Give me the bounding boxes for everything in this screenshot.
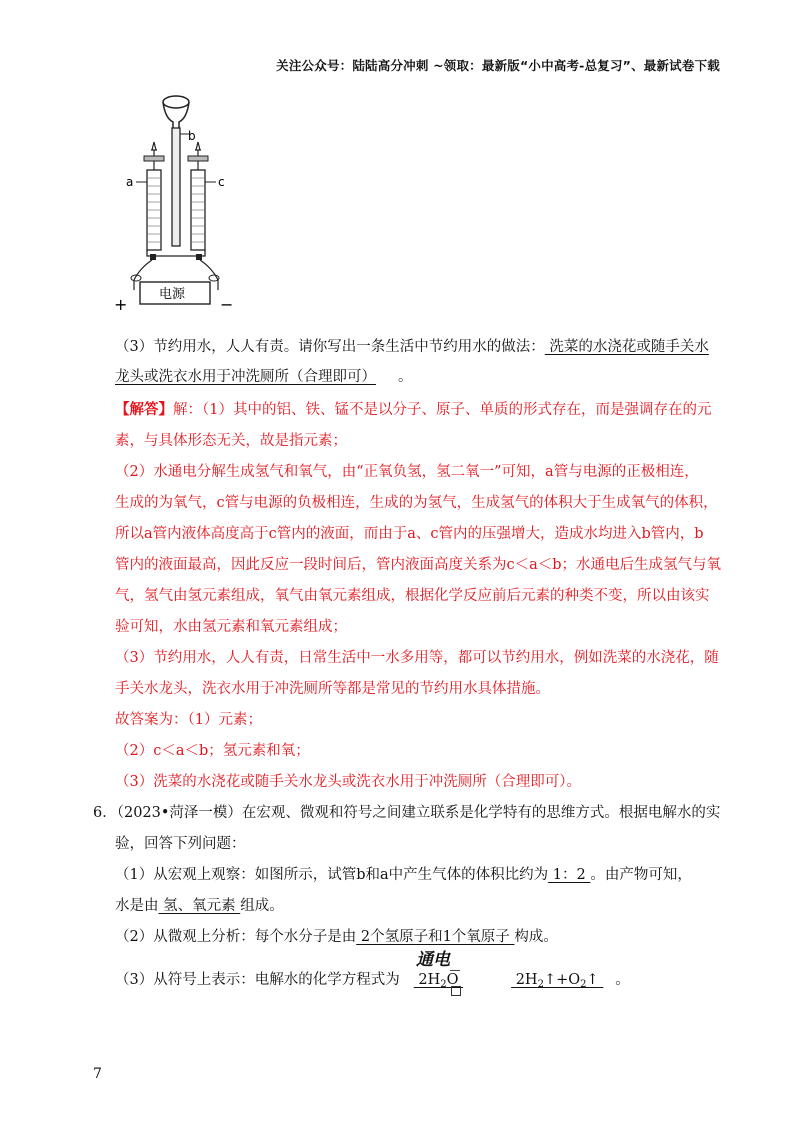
q6-part1-line1: （1）从宏观上观察：如图所示，试管b和a中产生气体的体积比约为 1：2 。由产物可知， xyxy=(115,867,692,883)
solution-line-4: 生成的为氧气，c管与电源的负极相连，生成的为氢气，生成氢气的体积大于生成氧气的体积， xyxy=(115,495,718,511)
q6-part1-line2: 水是由 氢、氧元素 组成。 xyxy=(115,898,284,914)
funnel-bulb xyxy=(163,96,189,108)
q6-stem-line2: 验，回答下列问题： xyxy=(115,836,246,852)
solution-line-3: （2）水通电分解生成氢气和氧气，由“正氧负氢，氢二氧一”可知，a管与电源的正极相连， xyxy=(115,464,699,480)
page-header: 关注公众号：陆陆高分冲刺 ~领取：最新版“小中高考-总复习”、最新试卷下载 xyxy=(276,58,720,73)
answer-summary-2: （2）c＜a＜b；氢元素和氧； xyxy=(115,743,310,759)
solution-line-5: 所以a管内液体高度高于c管内的液面，而由于a、c管内的压强增大，造成水均进入b管内，b xyxy=(115,526,704,542)
answer-summary-title: 故答案为：（1）元素； xyxy=(115,712,262,728)
q6-part2-line: （2）从微观上分析：每个水分子是由 2个氢原子和1个氧原子 构成。 xyxy=(115,929,558,945)
q6-part3-line: （3）从符号上表示：电解水的化学方程式为 $2H_2O$ $2H_2↑+O_2↑$ 。 xyxy=(115,972,630,990)
label-a: a xyxy=(126,175,134,189)
solution-line-9: （3）节约用水，人人有责，日常生活中一水多用等，都可以节约用水，例如洗菜的水浇花，随 xyxy=(115,650,719,666)
chemical-equation: $2H_2O$ $2H_2↑+O_2↑$ xyxy=(418,972,599,990)
answer-summary-3: （3）洗菜的水浇花或随手关水龙头或洗衣水用于冲洗厕所（合理即可）。 xyxy=(115,774,581,790)
electrolysis-apparatus-diagram xyxy=(110,90,240,315)
solution-line-1: 【解答】解：（1）其中的铝、铁、锰不是以分子、原子、单质的形式存在，而是强调存在的元 xyxy=(115,401,712,418)
plus-sign: + xyxy=(114,295,128,314)
q5-part3-line2: 龙头或洗衣水用于冲洗厕所（合理即可） 。 xyxy=(115,369,413,385)
tube-b xyxy=(172,128,180,246)
equation-condition: 通电 xyxy=(416,950,450,970)
solution-line-10: 手关水龙头，洗衣水用于冲洗厕所等都是常见的节约用水具体措施。 xyxy=(115,681,550,697)
equation-box-glyph xyxy=(451,986,461,996)
minus-sign: − xyxy=(220,295,234,314)
label-b: b xyxy=(188,129,196,143)
solution-line-6: 管内的液面最高，因此反应一段时间后，管内液面高度关系为c＜a＜b；水通电后生成氢气与氧 xyxy=(115,557,722,573)
q6-part1-answer: 1：2 xyxy=(548,867,591,883)
equation-dash xyxy=(450,970,460,973)
q6-stem-line1: 6．（2023•菏泽一模）在宏观、微观和符号之间建立联系是化学特有的思维方式。根据电解水的实 xyxy=(93,805,721,821)
solution-line-2: 素，与具体形态无关，故是指元素； xyxy=(115,433,347,449)
q5-part3-answer: 洗菜的水浇花或随手关水 xyxy=(544,339,709,355)
q6-part1b-answer: 氢、氧元素 xyxy=(158,898,241,914)
solution-tag: 【解答】 xyxy=(115,401,173,418)
solution-line-7: 气，氢气由氢元素组成，氧气由氧元素组成，根据化学反应前后元素的种类不变，所以由该实 xyxy=(115,588,710,604)
label-c: c xyxy=(218,175,225,189)
q5-part3-line1: （3）节约用水，人人有责。请你写出一条生活中节约用水的做法： 洗菜的水浇花或随手关水 xyxy=(115,339,709,355)
q6-part2-answer: 2个氢原子和1个氧原子 xyxy=(356,929,515,945)
page-number: 7 xyxy=(93,1066,102,1082)
power-source-label: 电源 xyxy=(159,287,186,302)
solution-line-8: 验可知，水由氢元素和氧元素组成； xyxy=(115,619,347,635)
